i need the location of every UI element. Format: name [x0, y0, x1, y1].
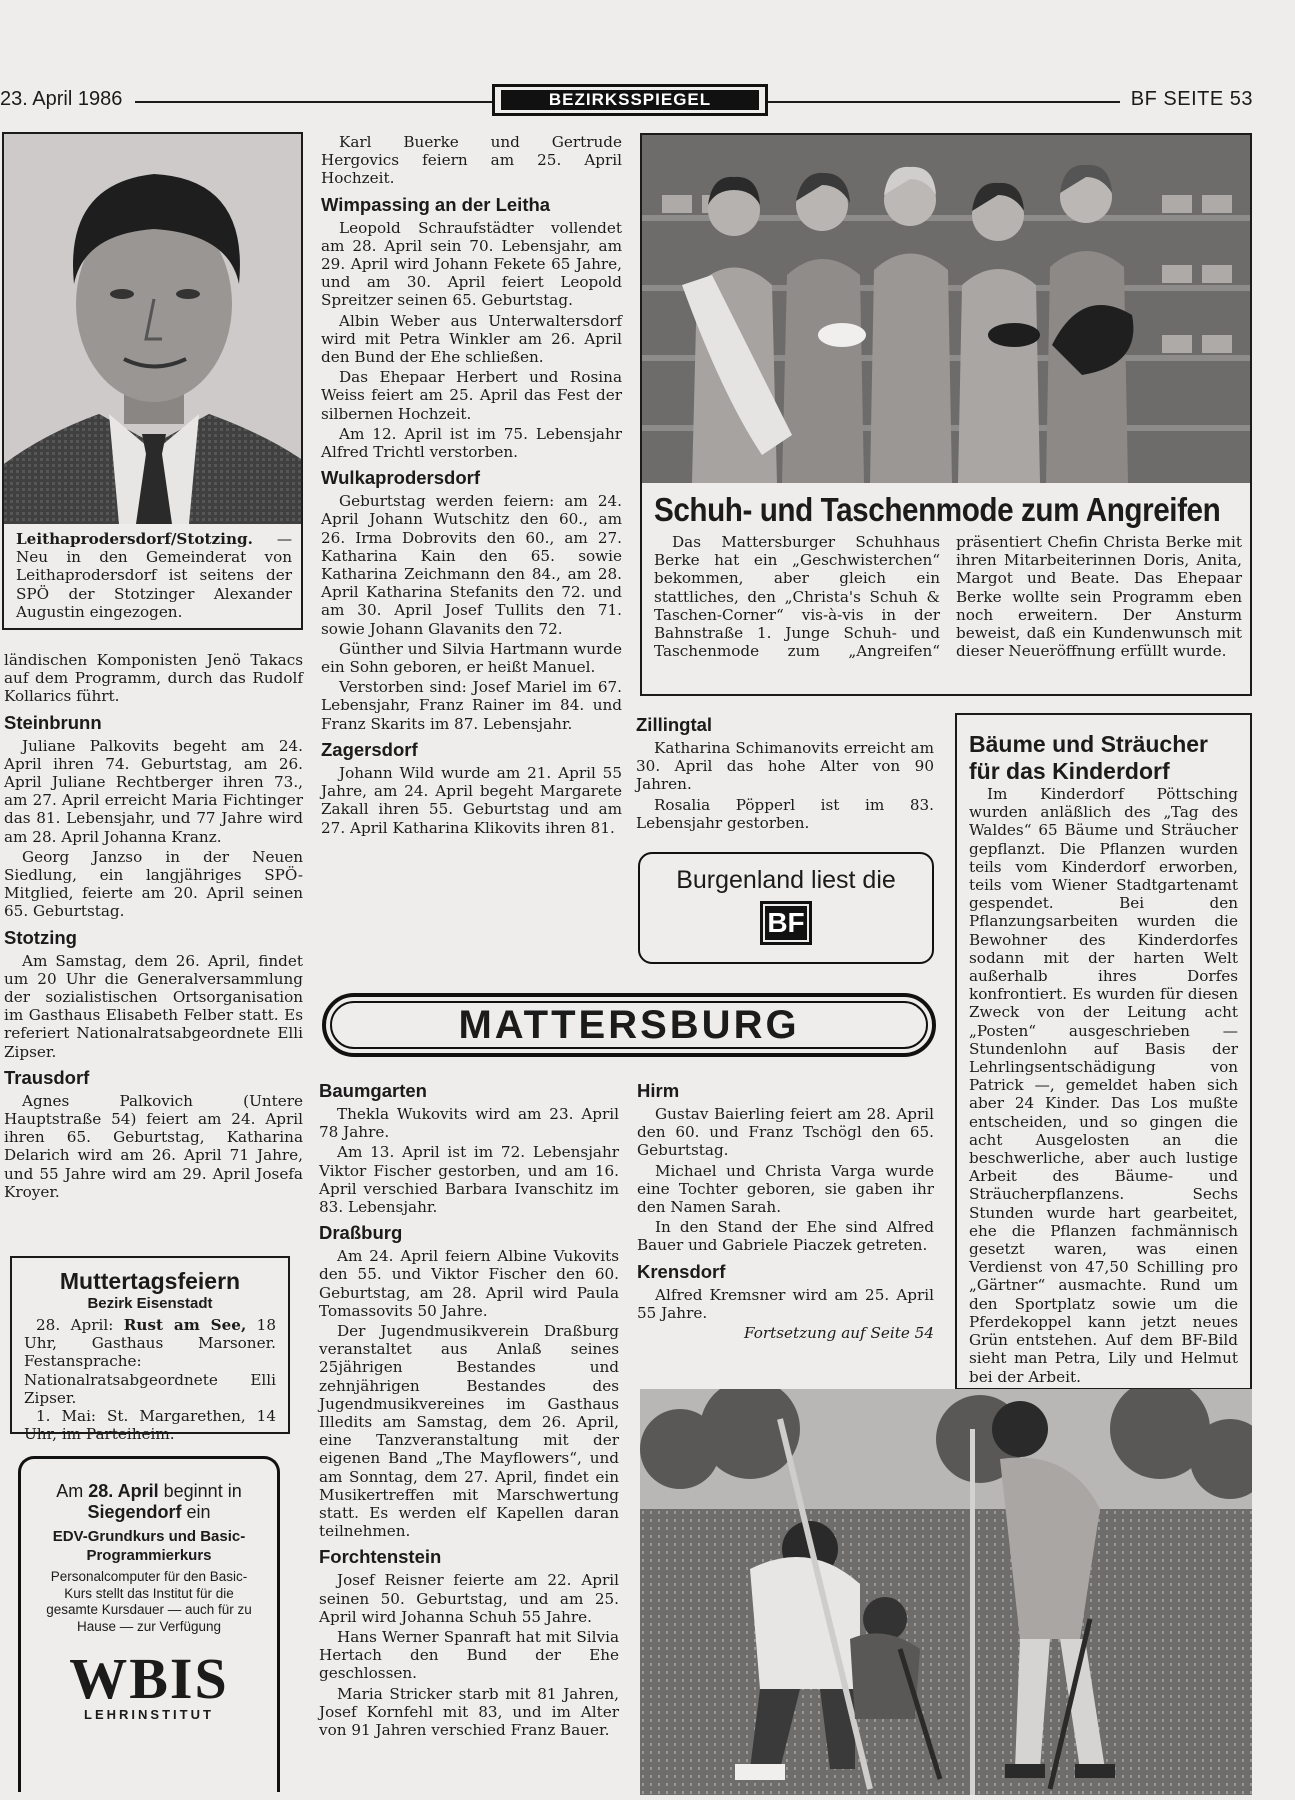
heading-forchtenstein: Forchtenstein	[319, 1546, 442, 1568]
heading-hirm: Hirm	[637, 1080, 680, 1101]
article-text: Maria Stricker starb mit 81 Jahren, Josef Kornfehl mit 83, und im Alter von 91 Jahren verschied Franz Bauer.	[319, 1684, 619, 1740]
article-text: Rosalia Pöpperl ist im 83. Lebensjahr gestorben.	[636, 795, 934, 832]
mattersburg-column-2	[637, 1080, 934, 1342]
heading-krensdorf: Krensdorf	[637, 1260, 726, 1282]
muttertag-text: 28. April: Rust am See, 18 Uhr, Gasthaus Marsoner. Festansprache: Nationalratsabgeordnete Elli Zipser. 1. Mai: St. Margarethen, 14 Uhr, im Parteiheim.	[24, 1316, 277, 1444]
page-number: BF SEITE 53	[1130, 88, 1253, 110]
article-text: ländischen Komponisten Jenö Takacs auf dem Programm, durch das Rudolf Kollarics führt.	[4, 651, 303, 706]
heading-baumgarten: Baumgarten	[319, 1080, 427, 1101]
article-text: Michael und Christa Varga wurde eine Tochter geboren, sie gaben ihr den Namen Sarah.	[637, 1161, 934, 1217]
article-text: Juliane Palkovits begeht am 24. April ihren 74. Geburtstag, am 26. April Juliane Rechtberger ihren 73., am 27. April erreicht Maria Fichtinger das 81. Lebensjahr, und 77 Jahre wird am 28. April Johanna Kranz.	[4, 736, 303, 846]
mattersburg-column-1	[319, 1080, 619, 1739]
bf-ad-text: Burgenland liest die	[676, 866, 896, 894]
article-text: Am Samstag, dem 26. April, findet um 20 Uhr die Generalversammlung der sozialistischen Ortsorganisation im Gasthaus Elisabeth Felber statt. Es referiert Nationalratsabgeordnete Elli Zipser.	[4, 951, 303, 1061]
portrait-man-photo	[4, 134, 301, 524]
article-text: Albin Weber aus Unterwaltersdorf wird mit Petra Winkler am 26. April den Bund der Ehe schließen.	[321, 311, 622, 367]
heading-wimpassing: Wimpassing an der Leitha	[321, 193, 551, 215]
heading-wulkaprodersdorf: Wulkaprodersdorf	[321, 467, 480, 489]
article-text: Geburtstag werden feiern: am 24. April Johann Wutschitz den 60., am 26. Irma Dobrovits den 60., am 27. Katharina Kain den 65. sowie Katharina Zeichmann den 84., am 28. April Katharina Stefanits den 72. und am 30. April Josef Tullits den 71. sowie Johann Glavanits den 72.	[321, 492, 622, 638]
heading-drassburg: Draßburg	[319, 1222, 403, 1244]
article-text: Gustav Baierling feiert am 28. April den 60. und Franz Tschögl den 65. Geburtstag.	[637, 1105, 934, 1160]
article-text: Josef Reisner feierte am 22. April seinen 50. Geburtstag, und am 25. April wird Johanna Schuh 55 Jahre.	[319, 1571, 619, 1626]
header-rule-left	[135, 101, 492, 103]
article-text: Das Ehepaar Herbert und Rosina Weiss feiert am 25. April das Fest der silbernen Hochzeit.	[321, 368, 622, 423]
tree-planting-photo	[640, 1389, 1252, 1795]
article-text: Am 12. April ist im 75. Lebensjahr Alfred Trichtl verstorben.	[321, 424, 622, 462]
mattersburg-banner: MATTERSBURG	[322, 993, 936, 1057]
muttertag-box	[10, 1256, 290, 1444]
article-text: Günther und Silvia Hartmann wurde ein Sohn geboren, er heißt Manuel.	[321, 639, 622, 677]
wbis-line1: Am 28. April beginnt in	[56, 1481, 242, 1501]
heading-stotzing: Stotzing	[4, 926, 77, 948]
heading-trausdorf: Trausdorf	[4, 1066, 90, 1088]
baeume-box	[955, 713, 1252, 1390]
shoe-headline: Schuh- und Taschenmode zum Angreifen	[654, 491, 1221, 528]
heading-zagersdorf: Zagersdorf	[321, 738, 418, 760]
article-text: Der Jugendmusikverein Draßburg veranstaltet aus Anlaß seines 25jährigen Bestandes und zehnjährigen Bestandes des Jugendmusikvereines im Gasthaus Illedits am Samstag, dem 26. April, eine Tanzveranstaltung mit der eigenen Band „The Mayflowers“, und am Sonntag, dem 27. April, findet ein Musikertreffen mit Marschwertung statt. Es werden elf Kapellen daran teilnehmen.	[319, 1322, 619, 1541]
portrait-caption: Leithaprodersdorf/Stotzing. — Neu in den Gemeinderat von Leithaprodersdorf ist seitens der SPÖ der Stotzinger Alexander Augustin eingezogen.	[16, 530, 292, 621]
baeume-text: Im Kinderdorf Pöttsching wurden anläßlich des „Tag des Waldes“ 65 Bäume und Sträucher gepflanzt. Die Pflanzen wurden teils vom Kinderdorf erworben, teils vom Wiener Stadtgartenamt gespendet. Bei den Pflanzungsarbeiten wurden die Bewohner des Kinderdorfes sodann mit der harten Welt außerhalb ihres Dorfes konfrontiert. Es wurden für diesen Zweck von der Leitung acht „Posten“ ausgeschrieben — Stundenlohn auf Basis der Lehrlingsentschädigung von Patrick —, gemeldet haben sich aber 24 Kinder. Das Los mußte entscheiden, und so gingen die acht Ausgelosten an die beschwerliche, aber auch lustige Arbeit des Bäume- und Sträucherpflanzens. Sechs Stunden wurde hart gearbeitet, ehe die Pflanzen fachmännisch gesetzt waren, was einen Verdienst von 47,50 Schilling pro „Gärtner“ ausmachte. Rund um den Sportplatz sowie um die Pferdekoppel kann jetzt neues Grün entstehen. Auf dem BF-Bild sieht man Petra, Lily und Helmut bei der Arbeit.	[969, 785, 1238, 1386]
article-text: Karl Buerke und Gertrude Hergovics feiern am 25. April Hochzeit.	[321, 133, 622, 188]
article-text: In den Stand der Ehe sind Alfred Bauer und Gabriele Piaczek getreten.	[637, 1218, 934, 1255]
header-rule-right	[768, 101, 1120, 103]
wbis-course: EDV-Grundkurs und Basic-Programmierkurs	[52, 1528, 246, 1564]
left-column	[4, 651, 303, 1201]
bf-ad	[638, 852, 934, 964]
shoe-shop-women-photo	[642, 135, 1250, 483]
middle-column	[321, 133, 622, 837]
bf-logo: BF	[760, 901, 812, 945]
article-text: Katharina Schimanovits erreicht am 30. April das hohe Alter von 90 Jahren.	[636, 739, 934, 794]
zillingtal-section	[636, 714, 934, 832]
continued-note: Fortsetzung auf Seite 54	[744, 1324, 934, 1343]
article-text: Leopold Schraufstädter vollendet am 28. April sein 70. Lebensjahr, am 29. April wird Johann Fekete 65 Jahre, und am 30. April feiert Leopold Spreitzer seinen 65. Geburtstag.	[321, 218, 622, 310]
wbis-logo-sub: LEHRINSTITUT	[84, 1707, 214, 1722]
article-text: Hans Werner Spanraft hat mit Silvia Hertach den Bund der Ehe geschlossen.	[319, 1628, 619, 1683]
shoe-story-text: Das Mattersburger Schuhhaus Berke hat ein „Geschwisterchen“ bekommen, aber gleich ein stattliches, den „Christa's Schuh & Taschen-Corner“ vis-à-vis in der Bahnstraße 1. Junge Schuh- und Taschenmode zum „Angreifen“ präsentiert Chefin Christa Berke mit ihren Mitarbeiterinnen Doris, Anita, Margot und Beate. Das Ehepaar Berke wollte sein Programm eben noch erweitern. Der Ansturm beweist, daß ein Kundenwunsch mit dieser Neueröffnung erfüllt wurde.	[654, 533, 1242, 661]
article-text: Verstorben sind: Josef Mariel im 67. Lebensjahr, Franz Rainer im 84. und Franz Skarits im 87. Lebensjahr.	[321, 678, 622, 733]
portrait-box	[2, 132, 303, 630]
article-text: Thekla Wukovits wird am 23. April 78 Jahre.	[319, 1105, 619, 1142]
article-text: Johann Wild wurde am 21. April 55 Jahre, am 24. April begeht Margarete Zakall ihren 55. Geburtstag und am 27. April Katharina Klikovits ihren 81.	[321, 763, 622, 837]
article-text: Am 13. April ist im 72. Lebensjahr Viktor Fischer gestorben, und am 16. April verschied Barbara Ivanschitz im 83. Lebensjahr.	[319, 1143, 619, 1217]
issue-date: 23. April 1986	[0, 88, 123, 110]
wbis-logo: WBIS	[69, 1646, 229, 1711]
article-text: Am 24. April feiern Albine Vukovits den 55. und Viktor Fischer den 60. Geburtstag, am 28. April wird Paula Tomassovits 50 Jahre.	[319, 1247, 619, 1320]
wbis-line2: Siegendorf ein	[87, 1502, 211, 1522]
shoe-story-box	[640, 133, 1252, 696]
heading-steinbrunn: Steinbrunn	[4, 711, 102, 733]
heading-zillingtal: Zillingtal	[636, 714, 713, 735]
wbis-body: Personalcomputer für den Basic-Kurs stellt das Institut für die gesamte Kursdauer — auch für zu Hause — zur Verfügung	[46, 1569, 252, 1634]
article-text: Agnes Palkovich (Untere Hauptstraße 54) feiert am 24. April ihren 65. Geburtstag, Katharina Delarich wird am 26. April 71 Jahre, und 55 Jahre wird am 29. April Josefa Kroyer.	[4, 1091, 303, 1201]
baeume-title: Bäume und Sträucher für das Kinderdorf	[969, 731, 1208, 784]
wbis-ad	[18, 1456, 280, 1792]
article-text: Georg Janzso in der Neuen Siedlung, ein langjähriges SPÖ-Mitglied, feierte am 20. April seinen 65. Geburtstag.	[4, 847, 303, 921]
section-label: BEZIRKSSPIEGEL	[492, 84, 768, 116]
article-text: Alfred Kremsner wird am 25. April 55 Jahre.	[637, 1285, 934, 1322]
muttertag-subtitle: Bezirk Eisenstadt	[87, 1295, 213, 1312]
muttertag-title: Muttertagsfeiern	[59, 1268, 241, 1294]
